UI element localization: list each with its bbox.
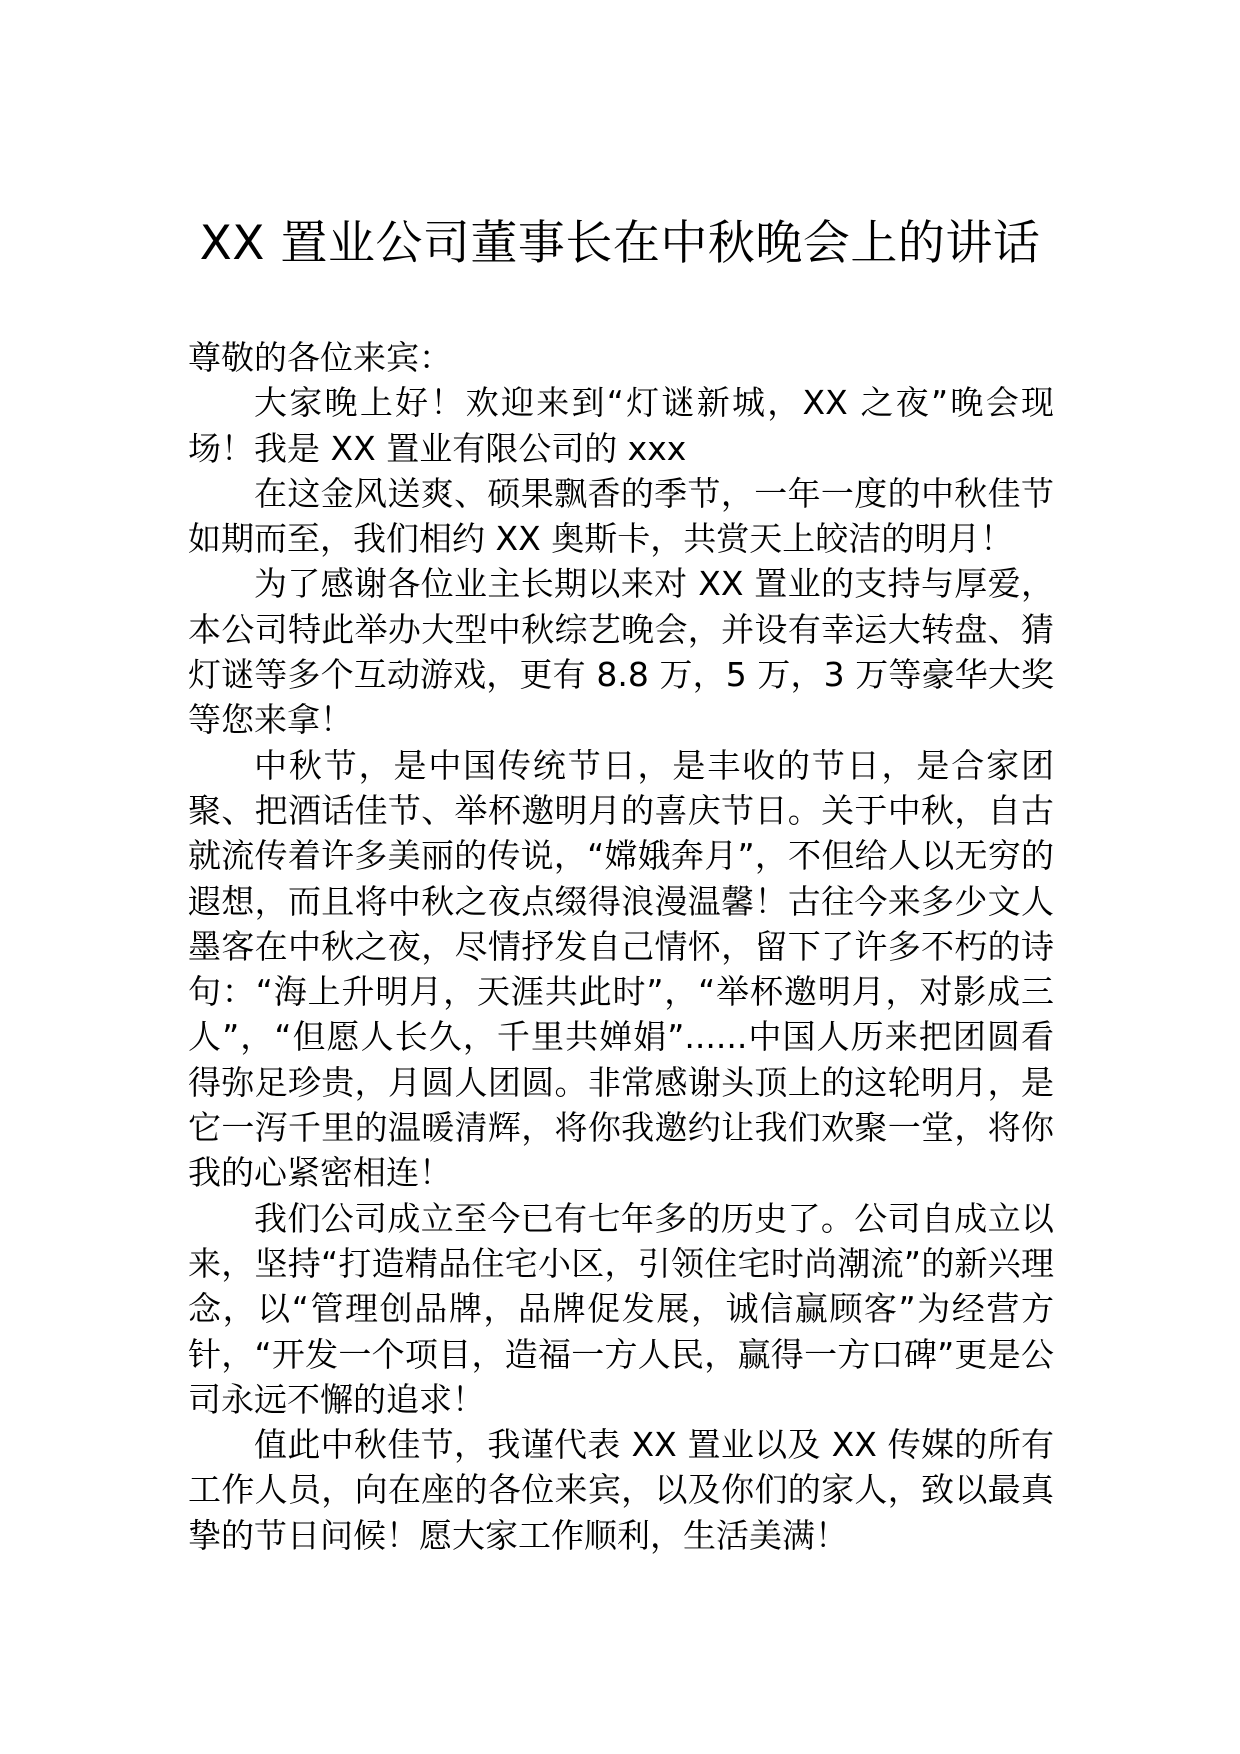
paragraph-event: 为了感谢各位业主长期以来对 XX 置业的支持与厚爱，本公司特此举办大型中秋综艺晚会，并设有幸运大转盘、猜灯谜等多个互动游戏，更有 8.8 万，5 万，3 万等豪华大奖等您来拿！ xyxy=(188,564,1054,740)
document-body xyxy=(188,335,1054,1558)
document-title: XX 置业公司董事长在中秋晚会上的讲话 xyxy=(199,216,1041,271)
paragraph-wishes: 值此中秋佳节，我谨代表 XX 置业以及 XX 传媒的所有工作人员，向在座的各位来宾，以及你们的家人，致以最真挚的节日问候！愿大家工作顺利，生活美满！ xyxy=(188,1425,1054,1555)
salutation: 尊敬的各位来宾： xyxy=(188,338,452,377)
paragraph-season: 在这金风送爽、硕果飘香的季节，一年一度的中秋佳节如期而至，我们相约 XX 奥斯卡，共赏天上皎洁的明月！ xyxy=(188,473,1054,559)
paragraph-greeting: 大家晚上好！欢迎来到“灯谜新城，XX 之夜”晚会现场！我是 XX 置业有限公司的 xxx xyxy=(188,383,1054,468)
paragraph-festival: 中秋节，是中国传统节日，是丰收的节日，是合家团聚、把酒话佳节、举杯邀明月的喜庆节日。关于中秋，自古就流传着许多美丽的传说，“嫦娥奔月”，不但给人以无穷的遐想，而且将中秋之夜点缀得浪漫温馨！古往今来多少文人墨客在中秋之夜，尽情抒发自己情怀，留下了许多不朽的诗句：“海上升明月，天涯共此时”，“举杯邀明月，对影成三人”，“但愿人长久，千里共婵娟”......中国人历来把团圆看得弥足珍贵，月圆人团圆。非常感谢头顶上的这轮明月，是它一泻千里的温暖清辉，将你我邀约让我们欢聚一堂，将你我的心紧密相连！ xyxy=(188,745,1054,1193)
paragraph-company: 我们公司成立至今已有七年多的历史了。公司自成立以来，坚持“打造精品住宅小区，引领住宅时尚潮流”的新兴理念，以“管理创品牌，品牌促发展，诚信赢顾客”为经营方针，“开发一个项目，造福一方人民，赢得一方口碑”更是公司永远不懈的追求！ xyxy=(188,1198,1054,1419)
